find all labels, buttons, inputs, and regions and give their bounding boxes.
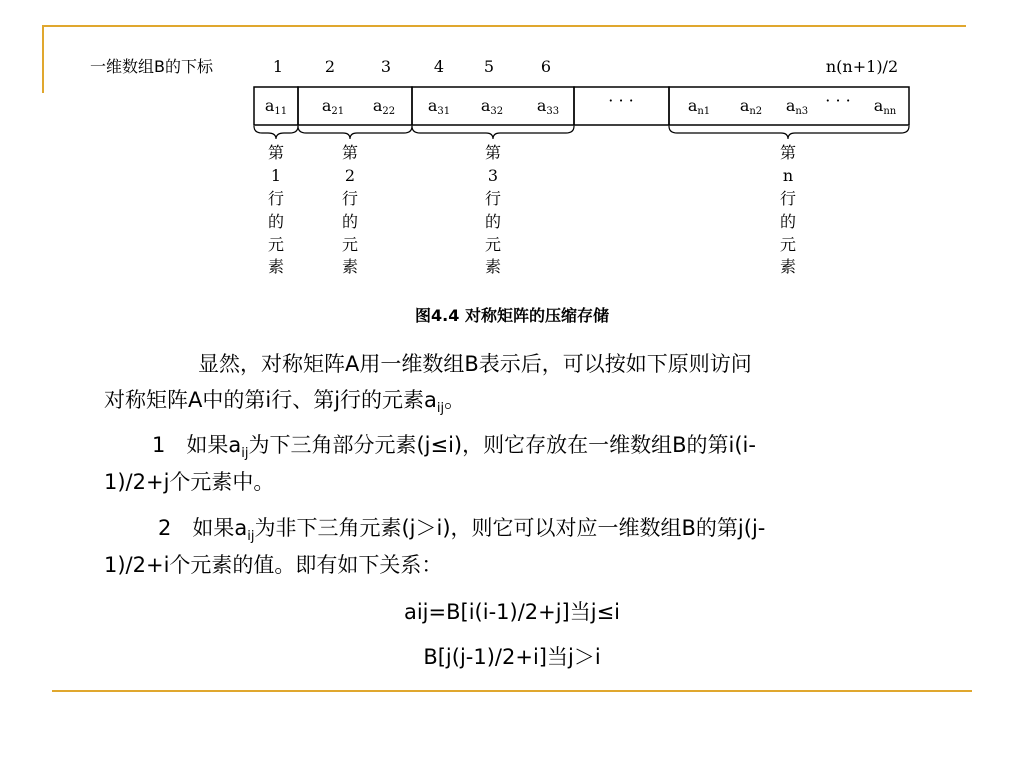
paragraph-3-line-2: 1)/2+i个元素的值。即有如下关系： xyxy=(104,553,443,577)
row-label: 一维数组B的下标 xyxy=(90,57,213,76)
group-label-rown xyxy=(780,143,796,276)
svg-text:第: 第 xyxy=(779,143,797,162)
brace-rown xyxy=(669,126,909,139)
index-last: n(n+1)/2 xyxy=(825,57,899,76)
index-3: 3 xyxy=(380,57,392,76)
subscript-ij: ij xyxy=(247,529,255,545)
index-5: 5 xyxy=(483,57,495,76)
brace-row3 xyxy=(412,126,574,139)
index-2: 2 xyxy=(324,57,336,76)
cell-a22: a22 xyxy=(372,96,396,117)
group-label-row3 xyxy=(485,143,501,276)
cell-a32: a32 xyxy=(480,96,504,117)
index-4: 4 xyxy=(433,57,445,76)
subscript-ij: ij xyxy=(241,446,249,462)
svg-text:1: 1 xyxy=(270,166,282,185)
svg-text:素: 素 xyxy=(341,257,359,276)
svg-text:第: 第 xyxy=(267,143,285,162)
cell-an3: an3 xyxy=(785,96,809,117)
figure-caption: 图4.4 对称矩阵的压缩存储 xyxy=(415,306,609,325)
svg-text:行: 行 xyxy=(779,189,797,208)
cell-a21: a21 xyxy=(321,96,345,117)
svg-text:元: 元 xyxy=(484,235,502,254)
cell-an1: an1 xyxy=(687,96,711,117)
svg-text:行: 行 xyxy=(341,189,359,208)
svg-text:第: 第 xyxy=(341,143,359,162)
paragraph-1-line-2: 对称矩阵A中的第i行、第j行的元素$a_{ij}$。 xyxy=(104,388,466,417)
compressed-storage-diagram xyxy=(0,0,1024,300)
bottom-decor-line xyxy=(52,690,972,692)
svg-text:3: 3 xyxy=(487,166,499,185)
svg-text:行: 行 xyxy=(267,189,285,208)
group-label-row1 xyxy=(268,143,284,276)
subscript-ij: ij xyxy=(436,401,445,417)
svg-text:的: 的 xyxy=(484,212,502,231)
brace-row1 xyxy=(254,126,298,139)
paragraph-2-line-2: 1)/2+j个元素中。 xyxy=(104,470,275,494)
svg-text:的: 的 xyxy=(267,212,285,231)
index-1: 1 xyxy=(272,57,284,76)
cell-ann: ann xyxy=(873,96,897,117)
svg-text:第: 第 xyxy=(484,143,502,162)
svg-text:行: 行 xyxy=(484,189,502,208)
svg-text:素: 素 xyxy=(484,257,502,276)
formula-lower: aij=B[i(i-1)/2+j]当j≤i xyxy=(403,600,621,624)
index-6: 6 xyxy=(540,57,552,76)
group-label-row2 xyxy=(342,143,358,276)
cell-a11: a11 xyxy=(264,96,288,117)
svg-text:元: 元 xyxy=(341,235,359,254)
cell-a33: a33 xyxy=(536,96,560,117)
ellipsis-rown: · · · xyxy=(825,91,851,110)
svg-text:n: n xyxy=(782,166,794,185)
formula-upper: B[j(j-1)/2+i]当j＞i xyxy=(423,645,601,669)
svg-text:素: 素 xyxy=(779,257,797,276)
svg-text:元: 元 xyxy=(267,235,285,254)
svg-text:2: 2 xyxy=(344,166,356,185)
cell-an2: an2 xyxy=(739,96,763,117)
paragraph-2-line-1: 1 如果$a_{ij}$为下三角部分元素(j≤i)，则它存放在一维数组B的第i(i- xyxy=(152,433,756,462)
ellipsis-middle: · · · xyxy=(608,91,634,110)
cell-a31: a31 xyxy=(427,96,451,117)
brace-row2 xyxy=(298,126,412,139)
paragraph-3-line-1: 2 如果$a_{ij}$为非下三角元素(j＞i)，则它可以对应一维数组B的第j(j- xyxy=(158,516,766,545)
svg-text:的: 的 xyxy=(779,212,797,231)
paragraph-1-line-1: 显然，对称矩阵A用一维数组B表示后，可以按如下原则访问 xyxy=(198,352,752,376)
svg-text:元: 元 xyxy=(779,235,797,254)
svg-text:素: 素 xyxy=(267,257,285,276)
svg-text:的: 的 xyxy=(341,212,359,231)
